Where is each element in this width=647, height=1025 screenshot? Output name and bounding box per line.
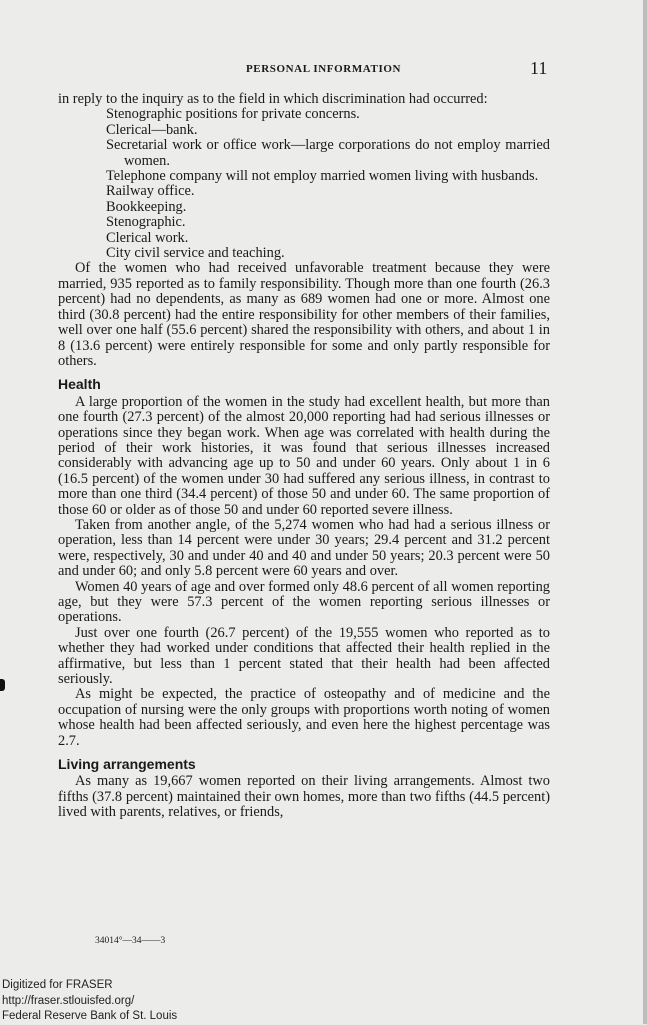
list-item: Clerical—bank.	[106, 121, 198, 138]
running-header: PERSONAL INFORMATION	[245, 63, 402, 75]
print-code: 34014°—34——3	[95, 936, 166, 946]
list-item: Stenographic positions for private concerns.	[106, 106, 360, 123]
digitization-notice	[2, 978, 177, 1025]
list-item: City civil service and teaching.	[106, 245, 285, 262]
health-heading: Health	[58, 376, 101, 393]
family-responsibility-paragraph: Of the women who had received unfavorable treatment because they were married, 935 reported as to family responsibility. Though more than one fourth (26.3 percent) had no dependents, as many as 689 women had one or more. Almost one third (30.8 percent) had the entire responsibility for other members of their families, well over one half (55.6 percent) shared the responsibility with others, and about 1 in 8 (13.6 percent) were entirely responsible for some and only partly responsible for others.	[58, 260, 550, 369]
list-item: Telephone company will not employ married women living with husbands.	[106, 168, 539, 185]
list-item: Bookkeeping.	[106, 198, 187, 215]
list-item: Stenographic.	[106, 214, 186, 231]
list-item: Railway office.	[106, 183, 195, 200]
notice-line: Federal Reserve Bank of St. Louis	[2, 1010, 178, 1022]
living-arrangements-heading: Living arrangements	[58, 756, 196, 773]
list-item: Clerical work.	[106, 229, 189, 246]
notice-line: Digitized for FRASER	[2, 979, 113, 991]
living-arrangements-paragraph: As many as 19,667 women reported on their living arrangements. Almost two fifths (37.8 percent) maintained their own homes, more than two fifths (44.5 percent) lived with parents, relatives, or friends,	[58, 773, 550, 821]
list-item: Secretarial work or office work—large corporations do not employ married women.	[106, 137, 550, 169]
health-paragraph: As might be expected, the practice of osteopathy and of medicine and the occupation of nursing were the only groups with proportions worth noting of women whose health had been affected seriously, and even here the highest percentage was 2.7.	[58, 686, 550, 749]
health-paragraph: Taken from another angle, of the 5,274 women who had had a serious illness or operation, less than 14 percent were under 30 years; 29.4 percent and 31.2 percent were, respectively, 30 and under 40 and 40 and under 50 years; 20.3 percent were 50 and under 60; and only 5.8 percent were 60 years and over.	[58, 516, 550, 580]
health-paragraph: Women 40 years of age and over formed only 48.6 percent of all women reporting age, but they were 57.3 percent of the women reporting serious illnesses or operations.	[58, 578, 550, 626]
discrimination-list	[58, 107, 550, 261]
body-text	[58, 92, 550, 821]
notice-link[interactable]: http://fraser.stlouisfed.org/	[2, 994, 135, 1007]
health-paragraph: Just over one fourth (26.7 percent) of the 19,555 women who reported as to whether they had worked under conditions that affected their health replied in the affirmative, but less than 1 percent stated that their health had been affected seriously.	[58, 624, 550, 688]
health-paragraph: A large proportion of the women in the study had excellent health, but more than one fourth (27.3 percent) of the almost 20,000 reporting had had serious illnesses or operations since they began work. When age was correlated with health during the period of their work histories, it was found that serious illnesses increased considerably with advancing age up to 50 and under 60 years. Only about 1 in 6 (16.5 percent) of the women under 30 had suffered any serious illness, in contrast to more than one third (34.4 percent) of those 50 and under 60. The same proportion of those 60 or older as of those 50 and under 60 reported severe illness.	[58, 393, 550, 518]
margin-mark	[0, 679, 5, 691]
intro-paragraph: in reply to the inquiry as to the field in which discrimination had occurred:	[58, 91, 488, 107]
page-number: 11	[530, 58, 548, 78]
